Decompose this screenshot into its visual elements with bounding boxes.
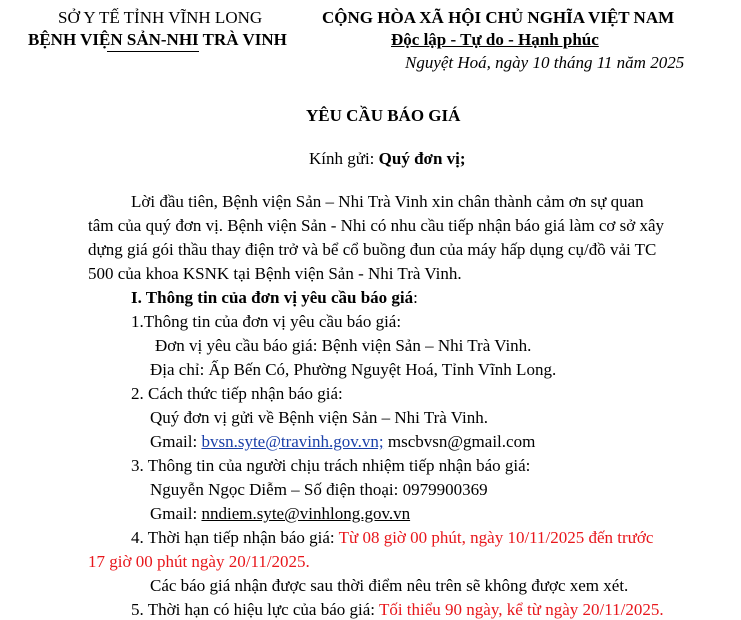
intro-line: 500 của khoa KSNK tại Bệnh viện Sản - Nhi Trà Vinh. [88,264,462,283]
item2-gmail [150,432,535,452]
hospital-name: BỆNH VIỆN SẢN-NHI TRÀ VINH [28,30,287,49]
section1-heading-colon: : [413,288,418,307]
item1-address: Địa chỉ: Ấp Bến Có, Phường Nguyệt Hoá, Tỉnh Vĩnh Long. [150,360,557,379]
item4-label: 4. Thời hạn tiếp nhận báo giá: [131,528,339,547]
item1-title: 1.Thông tin của đơn vị yêu cầu báo giá: [131,312,402,331]
national-motto: Độc lập - Tự do - Hạnh phúc [391,30,599,49]
hospital-name-underline [107,51,199,52]
item3-title: 3. Thông tin của người chịu trách nhiệm tiếp nhận báo giá: [131,456,531,475]
item4-value: Từ 08 giờ 00 phút, ngày 10/11/2025 đến trước [338,528,654,547]
item4-line [131,528,653,548]
item2-gmail-label: Gmail: [150,432,202,451]
item4-note: Các báo giá nhận được sau thời điểm nêu trên sẽ không được xem xét. [150,576,629,595]
section1-heading [131,288,418,308]
item3-person: Nguyễn Ngọc Diễm – Số điện thoại: 0979900369 [150,480,488,499]
intro-line: dựng giá gói thầu thay điện trở và bể cổ buồng đun của máy hấp dụng cụ/đồ vải TC [88,240,657,259]
item5-value: Tối thiểu 90 ngày, kể từ ngày 20/11/2025. [378,600,664,619]
greeting-prefix: Kính gửi: [309,149,379,168]
intro-line: Lời đầu tiên, Bệnh viện Sản – Nhi Trà Vinh xin chân thành cảm ơn sự quan [131,192,644,211]
email-link-nndiem[interactable]: nndiem.syte@vinhlong.gov.vn [201,504,411,523]
document-title: YÊU CẦU BÁO GIÁ [306,106,461,125]
date-line: Nguyệt Hoá, ngày 10 tháng 11 năm 2025 [405,53,685,72]
intro-line: tâm của quý đơn vị. Bệnh viện Sản - Nhi có nhu cầu tiếp nhận báo giá làm cơ sở xây [88,216,665,235]
item2-title: 2. Cách thức tiếp nhận báo giá: [131,384,343,403]
item2-send: Quý đơn vị gửi về Bệnh viện Sản – Nhi Trà Vinh. [150,408,488,427]
item5-line [131,600,664,620]
greeting [309,149,466,169]
section1-heading-text: I. Thông tin của đơn vị yêu cầu báo giá [131,288,414,307]
email-mscbvsn: mscbvsn@gmail.com [383,432,536,451]
item4-value-continued: 17 giờ 00 phút ngày 20/11/2025. [88,552,310,571]
national-title: CỘNG HÒA XÃ HỘI CHỦ NGHĨA VIỆT NAM [322,8,675,27]
item5-label: 5. Thời hạn có hiệu lực của báo giá: [131,600,379,619]
item3-gmail [150,504,410,524]
greeting-recipient: Quý đơn vị; [378,149,466,168]
item1-unit: Đơn vị yêu cầu báo giá: Bệnh viện Sản – Nhi Trà Vinh. [155,336,532,355]
department-name: SỞ Y TẾ TỈNH VĨNH LONG [58,8,263,27]
item3-gmail-label: Gmail: [150,504,202,523]
email-link-bvsn[interactable]: bvsn.syte@travinh.gov.vn; [201,432,384,451]
